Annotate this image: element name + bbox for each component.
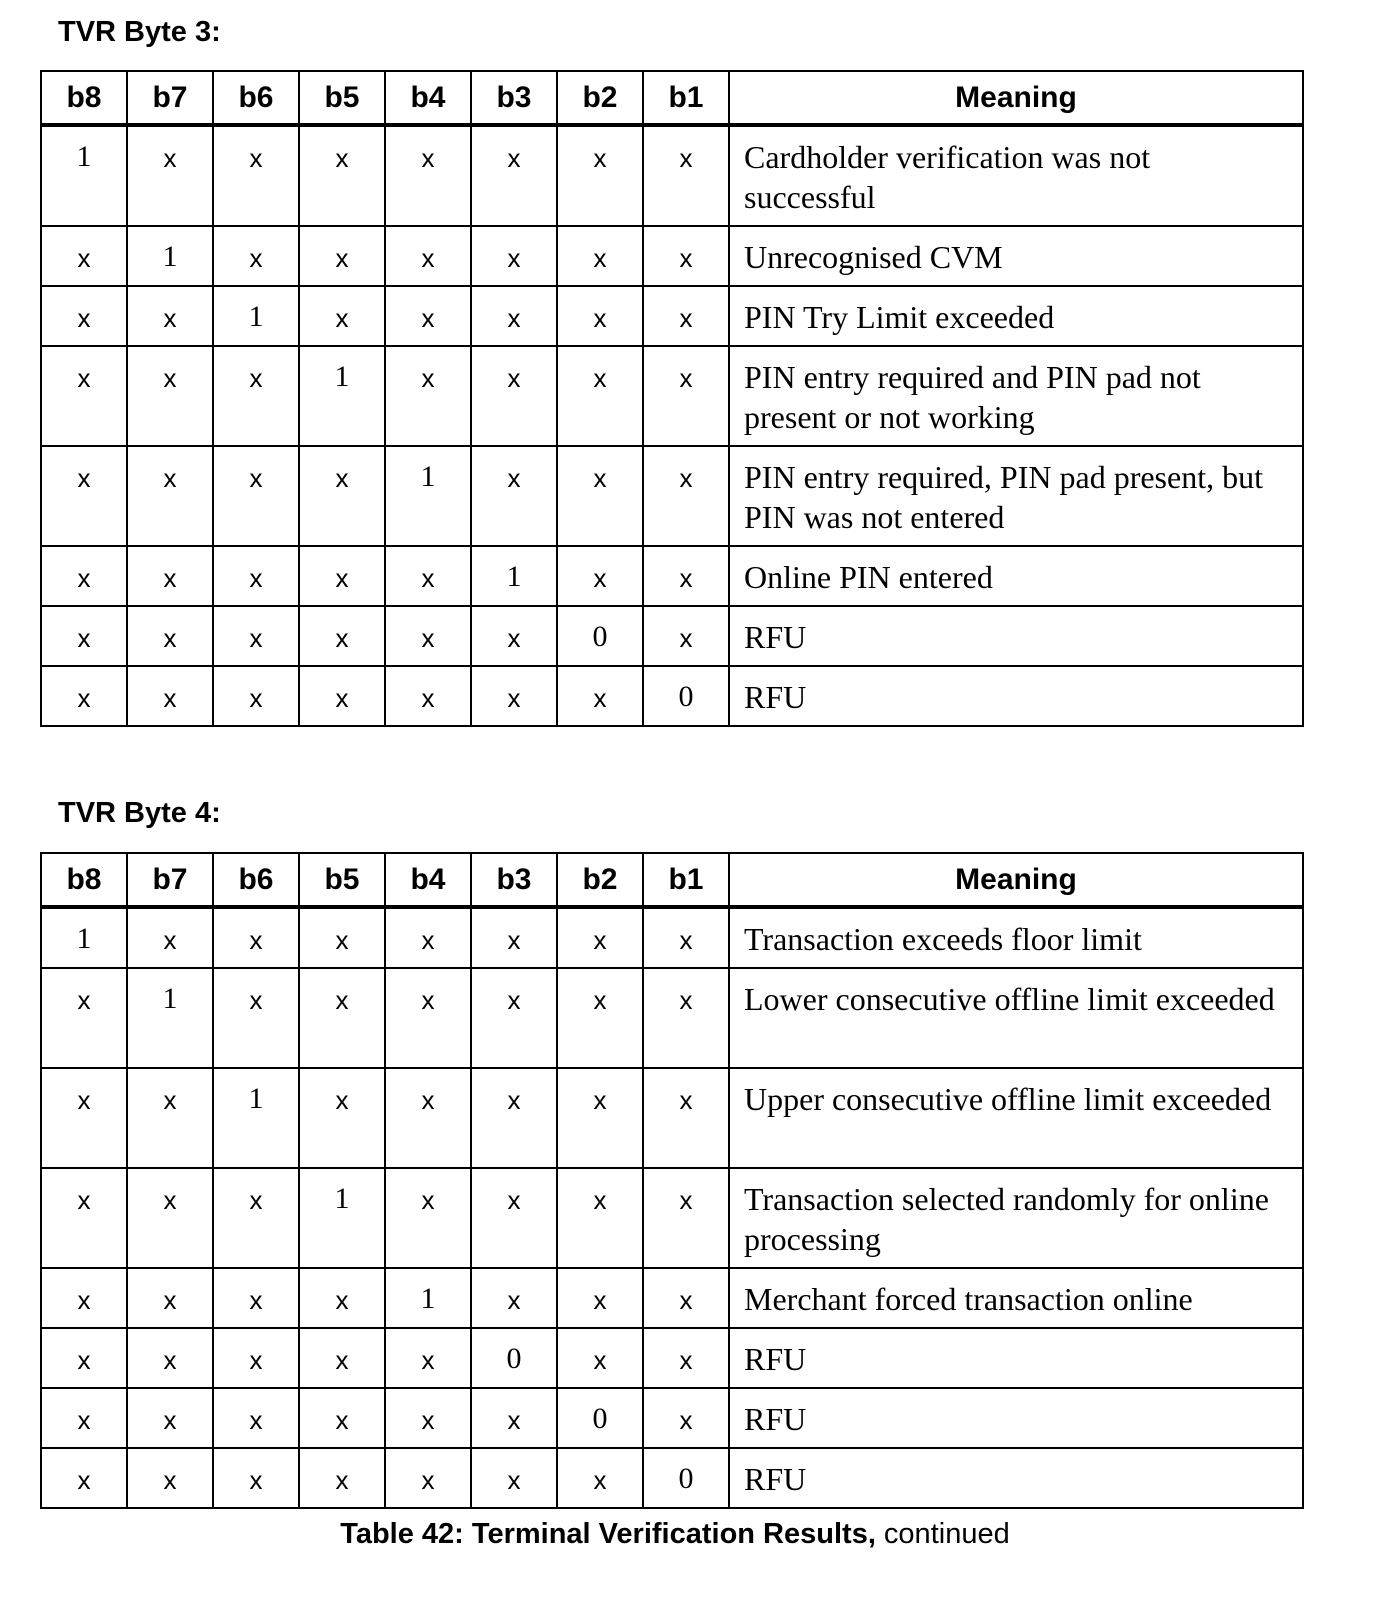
bit-cell: x <box>385 1168 471 1268</box>
bit-cell: x <box>213 666 299 726</box>
bit-cell: x <box>385 968 471 1068</box>
table-caption <box>0 1518 1350 1551</box>
bit-cell: x <box>213 346 299 446</box>
table-row <box>41 1328 1303 1388</box>
column-header: b8 <box>41 853 127 907</box>
bit-cell: x <box>299 546 385 606</box>
bit-cell: 1 <box>385 1268 471 1328</box>
bit-cell: x <box>127 446 213 546</box>
bit-cell: x <box>643 907 729 968</box>
table-row <box>41 346 1303 446</box>
bit-cell: x <box>41 286 127 346</box>
column-header: b1 <box>643 853 729 907</box>
table-row <box>41 968 1303 1068</box>
bit-cell: x <box>557 1268 643 1328</box>
table-row <box>41 546 1303 606</box>
bit-cell: x <box>41 446 127 546</box>
bit-cell: 1 <box>127 226 213 286</box>
bit-cell: x <box>127 907 213 968</box>
bit-cell: x <box>471 1168 557 1268</box>
bit-cell: 1 <box>213 286 299 346</box>
bit-cell: x <box>41 1328 127 1388</box>
bit-cell: x <box>557 125 643 226</box>
bit-cell: x <box>643 446 729 546</box>
column-header: b1 <box>643 71 729 125</box>
meaning-cell: Upper consecutive offline limit exceeded <box>729 1068 1303 1168</box>
bit-cell: x <box>213 968 299 1068</box>
bit-cell: 1 <box>213 1068 299 1168</box>
bit-cell: x <box>213 606 299 666</box>
column-header: b8 <box>41 71 127 125</box>
bit-cell: x <box>643 546 729 606</box>
bit-cell: x <box>471 606 557 666</box>
table-row <box>41 125 1303 226</box>
table-row <box>41 226 1303 286</box>
column-header: Meaning <box>729 71 1303 125</box>
caption-continued: continued <box>875 1518 1010 1550</box>
meaning-cell: PIN entry required, PIN pad present, but PIN was not entered <box>729 446 1303 546</box>
bit-cell: x <box>643 968 729 1068</box>
bit-cell: x <box>213 546 299 606</box>
bit-cell: x <box>385 606 471 666</box>
bit-cell: x <box>213 1268 299 1328</box>
table-row <box>41 446 1303 546</box>
bit-cell: x <box>41 226 127 286</box>
bit-cell: x <box>385 1388 471 1448</box>
bit-cell: x <box>41 346 127 446</box>
tvr-byte-4-table <box>40 852 1304 1509</box>
bit-cell: x <box>213 125 299 226</box>
bit-cell: x <box>471 1068 557 1168</box>
bit-cell: x <box>471 226 557 286</box>
meaning-cell: RFU <box>729 1388 1303 1448</box>
bit-cell: x <box>471 1388 557 1448</box>
bit-cell: x <box>471 286 557 346</box>
bit-cell: x <box>643 1268 729 1328</box>
meaning-cell: Merchant forced transaction online <box>729 1268 1303 1328</box>
column-header: b6 <box>213 71 299 125</box>
meaning-cell: Transaction selected randomly for online processing <box>729 1168 1303 1268</box>
bit-cell: x <box>557 1328 643 1388</box>
bit-cell: x <box>471 1448 557 1508</box>
bit-cell: x <box>127 346 213 446</box>
bit-cell: x <box>127 666 213 726</box>
bit-cell: x <box>557 546 643 606</box>
bit-cell: x <box>471 907 557 968</box>
bit-cell: x <box>41 546 127 606</box>
bit-cell: x <box>41 666 127 726</box>
column-header: b5 <box>299 853 385 907</box>
meaning-cell: PIN entry required and PIN pad not present or not working <box>729 346 1303 446</box>
bit-cell: x <box>299 1328 385 1388</box>
bit-cell: x <box>213 226 299 286</box>
bit-cell: 1 <box>471 546 557 606</box>
bit-cell: x <box>557 446 643 546</box>
bit-cell: x <box>557 907 643 968</box>
bit-cell: x <box>127 546 213 606</box>
bit-cell: x <box>557 1448 643 1508</box>
column-header: b2 <box>557 853 643 907</box>
bit-cell: x <box>41 968 127 1068</box>
bit-cell: x <box>41 606 127 666</box>
meaning-cell: RFU <box>729 666 1303 726</box>
bit-cell: x <box>213 1388 299 1448</box>
meaning-cell: RFU <box>729 606 1303 666</box>
meaning-cell: Unrecognised CVM <box>729 226 1303 286</box>
bit-cell: x <box>471 125 557 226</box>
bit-cell: x <box>557 1068 643 1168</box>
column-header: b6 <box>213 853 299 907</box>
bit-cell: x <box>471 666 557 726</box>
column-header: b3 <box>471 853 557 907</box>
caption-label: Table 42: Terminal Verification Results, <box>340 1518 876 1550</box>
bit-cell: x <box>299 968 385 1068</box>
column-header: Meaning <box>729 853 1303 907</box>
bit-cell: x <box>299 1388 385 1448</box>
bit-cell: x <box>299 666 385 726</box>
bit-cell: x <box>471 1268 557 1328</box>
tvr-byte-3-title: TVR Byte 3: <box>58 16 221 48</box>
bit-cell: x <box>471 346 557 446</box>
column-header: b4 <box>385 71 471 125</box>
bit-cell: x <box>299 446 385 546</box>
bit-cell: x <box>213 907 299 968</box>
header-row <box>41 71 1303 125</box>
bit-cell: x <box>557 666 643 726</box>
meaning-cell: Transaction exceeds floor limit <box>729 907 1303 968</box>
column-header: b7 <box>127 853 213 907</box>
table-row <box>41 606 1303 666</box>
bit-cell: x <box>213 1328 299 1388</box>
bit-cell: x <box>299 1068 385 1168</box>
bit-cell: x <box>127 286 213 346</box>
bit-cell: x <box>299 606 385 666</box>
bit-cell: x <box>385 666 471 726</box>
bit-cell: x <box>643 346 729 446</box>
bit-cell: x <box>557 968 643 1068</box>
bit-cell: x <box>41 1168 127 1268</box>
bit-cell: x <box>299 1448 385 1508</box>
tvr-byte-3-table <box>40 70 1304 727</box>
bit-cell: 0 <box>471 1328 557 1388</box>
table-row <box>41 666 1303 726</box>
bit-cell: x <box>41 1268 127 1328</box>
column-header: b2 <box>557 71 643 125</box>
bit-cell: 1 <box>41 125 127 226</box>
bit-cell: x <box>127 1448 213 1508</box>
table-row <box>41 1448 1303 1508</box>
bit-cell: x <box>299 286 385 346</box>
meaning-cell: RFU <box>729 1328 1303 1388</box>
bit-cell: x <box>385 907 471 968</box>
bit-cell: x <box>385 1068 471 1168</box>
bit-cell: x <box>385 286 471 346</box>
bit-cell: x <box>643 1388 729 1448</box>
bit-cell: x <box>385 1328 471 1388</box>
bit-cell: x <box>643 1328 729 1388</box>
bit-cell: x <box>213 1168 299 1268</box>
table-row <box>41 1168 1303 1268</box>
bit-cell: x <box>41 1448 127 1508</box>
bit-cell: 1 <box>299 346 385 446</box>
meaning-cell: Online PIN entered <box>729 546 1303 606</box>
bit-cell: x <box>385 125 471 226</box>
column-header: b4 <box>385 853 471 907</box>
bit-cell: x <box>127 1328 213 1388</box>
bit-cell: x <box>557 346 643 446</box>
bit-cell: x <box>643 1068 729 1168</box>
bit-cell: x <box>213 446 299 546</box>
bit-cell: x <box>557 286 643 346</box>
bit-cell: x <box>127 1268 213 1328</box>
bit-cell: x <box>127 125 213 226</box>
bit-cell: x <box>41 1068 127 1168</box>
bit-cell: 0 <box>643 1448 729 1508</box>
bit-cell: x <box>299 226 385 286</box>
header-row <box>41 853 1303 907</box>
table-row <box>41 907 1303 968</box>
tvr-byte-4-title: TVR Byte 4: <box>58 797 221 829</box>
table-row <box>41 1268 1303 1328</box>
bit-cell: x <box>299 125 385 226</box>
bit-cell: x <box>643 1168 729 1268</box>
bit-cell: x <box>213 1448 299 1508</box>
bit-cell: 1 <box>127 968 213 1068</box>
bit-cell: x <box>471 446 557 546</box>
meaning-cell: PIN Try Limit exceeded <box>729 286 1303 346</box>
bit-cell: x <box>41 1388 127 1448</box>
bit-cell: 1 <box>385 446 471 546</box>
bit-cell: x <box>557 226 643 286</box>
bit-cell: x <box>127 1168 213 1268</box>
bit-cell: x <box>643 226 729 286</box>
bit-cell: 1 <box>41 907 127 968</box>
meaning-cell: RFU <box>729 1448 1303 1508</box>
bit-cell: 0 <box>557 606 643 666</box>
bit-cell: x <box>643 125 729 226</box>
table-row <box>41 1388 1303 1448</box>
table-row <box>41 1068 1303 1168</box>
bit-cell: 0 <box>557 1388 643 1448</box>
bit-cell: x <box>127 1068 213 1168</box>
meaning-cell: Cardholder verification was not successful <box>729 125 1303 226</box>
bit-cell: 1 <box>299 1168 385 1268</box>
bit-cell: x <box>385 346 471 446</box>
bit-cell: x <box>299 907 385 968</box>
meaning-cell: Lower consecutive offline limit exceeded <box>729 968 1303 1068</box>
bit-cell: x <box>385 1448 471 1508</box>
table-row <box>41 286 1303 346</box>
bit-cell: x <box>299 1268 385 1328</box>
bit-cell: x <box>385 226 471 286</box>
bit-cell: x <box>471 968 557 1068</box>
bit-cell: x <box>127 1388 213 1448</box>
bit-cell: 0 <box>643 666 729 726</box>
column-header: b5 <box>299 71 385 125</box>
bit-cell: x <box>385 546 471 606</box>
bit-cell: x <box>127 606 213 666</box>
bit-cell: x <box>557 1168 643 1268</box>
bit-cell: x <box>643 606 729 666</box>
column-header: b7 <box>127 71 213 125</box>
column-header: b3 <box>471 71 557 125</box>
bit-cell: x <box>643 286 729 346</box>
